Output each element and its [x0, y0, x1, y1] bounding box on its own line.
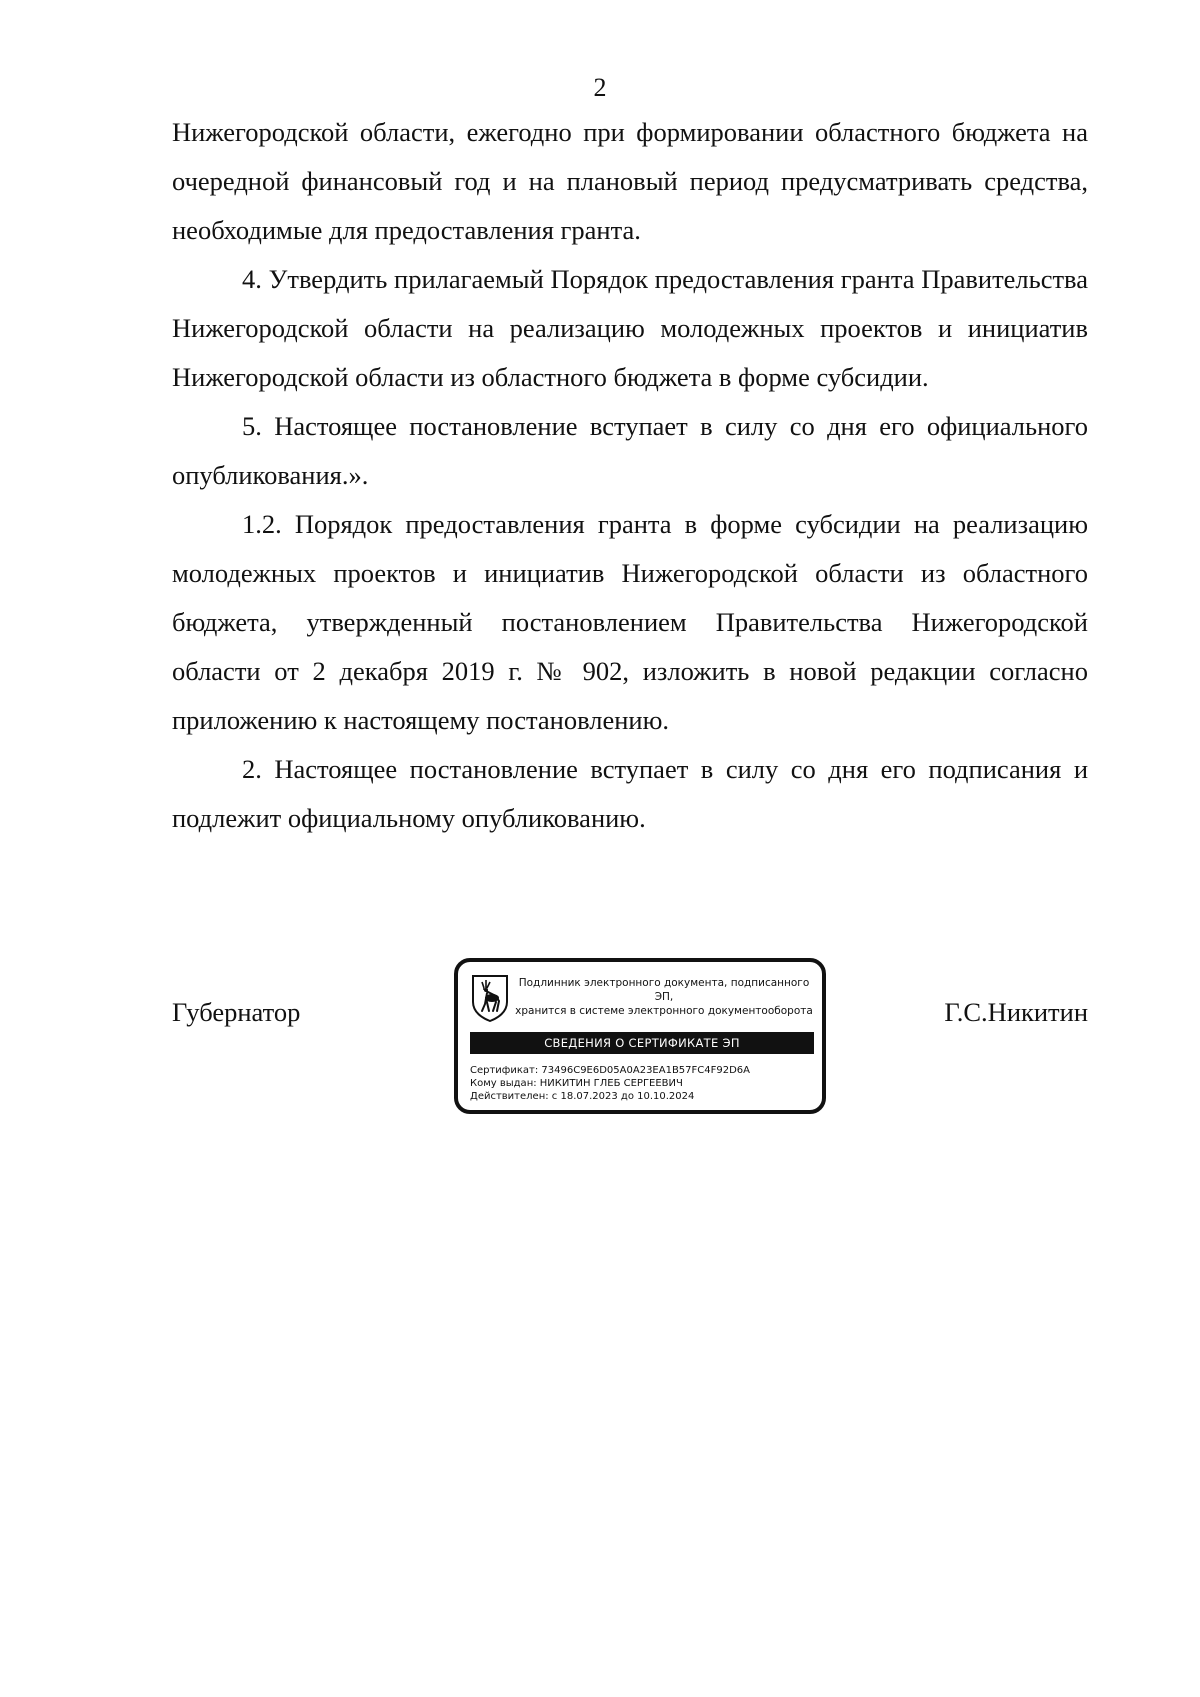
paragraph-budget-funds: Нижегородской области, ежегодно при формировании областного бюджета на очередной финансовый год и на плановый период предусматривать средства, необходимые для предоставления гранта. [172, 117, 1088, 245]
paragraph-item-4: 4. Утвердить прилагаемый Порядок предоставления гранта Правительства Нижегородской области на реализацию молодежных проектов и инициатив Нижегородской области из областного бюджета в форме субсидии. [172, 264, 1088, 392]
electronic-signature-stamp [454, 958, 826, 1114]
page-number: 2 [593, 73, 607, 102]
paragraph-item-1-2: 1.2. Порядок предоставления гранта в форме субсидии на реализацию молодежных проектов и инициатив Нижегородской области из областного бюджета, утвержденный постановлением Правительства Нижегородской области от 2 декабря 2019 г. № 902, изложить в новой редакции согласно приложению к настоящему постановлению. [172, 509, 1088, 735]
stamp-note [514, 976, 814, 1018]
stamp-note-line-1: Подлинник электронного документа, подписанного ЭП, [518, 977, 810, 1003]
paragraph-item-2: 2. Настоящее постановление вступает в силу со дня его подписания и подлежит официальному опубликованию. [172, 754, 1088, 833]
certificate-owner: Кому выдан: НИКИТИН ГЛЕБ СЕРГЕЕВИЧ [470, 1078, 683, 1089]
signer-name: Г.С.Никитин [944, 997, 1088, 1027]
certificate-number: Сертификат: 73496C9E6D05A0A23EA1B57FC4F92D6A [470, 1065, 751, 1076]
certificate-validity: Действителен: с 18.07.2023 до 10.10.2024 [470, 1091, 695, 1102]
stamp-note-line-2: хранится в системе электронного документооборота [515, 1005, 813, 1017]
signature-block [172, 958, 1088, 1130]
stamp-header [470, 974, 814, 1024]
document-body [172, 108, 1088, 843]
certificate-banner: СВЕДЕНИЯ О СЕРТИФИКАТЕ ЭП [470, 1032, 814, 1054]
paragraph-item-5: 5. Настоящее постановление вступает в силу со дня его официального опубликования.». [172, 411, 1088, 490]
coat-of-arms-icon [470, 974, 510, 1022]
certificate-details [470, 1064, 814, 1103]
signer-position: Губернатор [172, 997, 301, 1027]
